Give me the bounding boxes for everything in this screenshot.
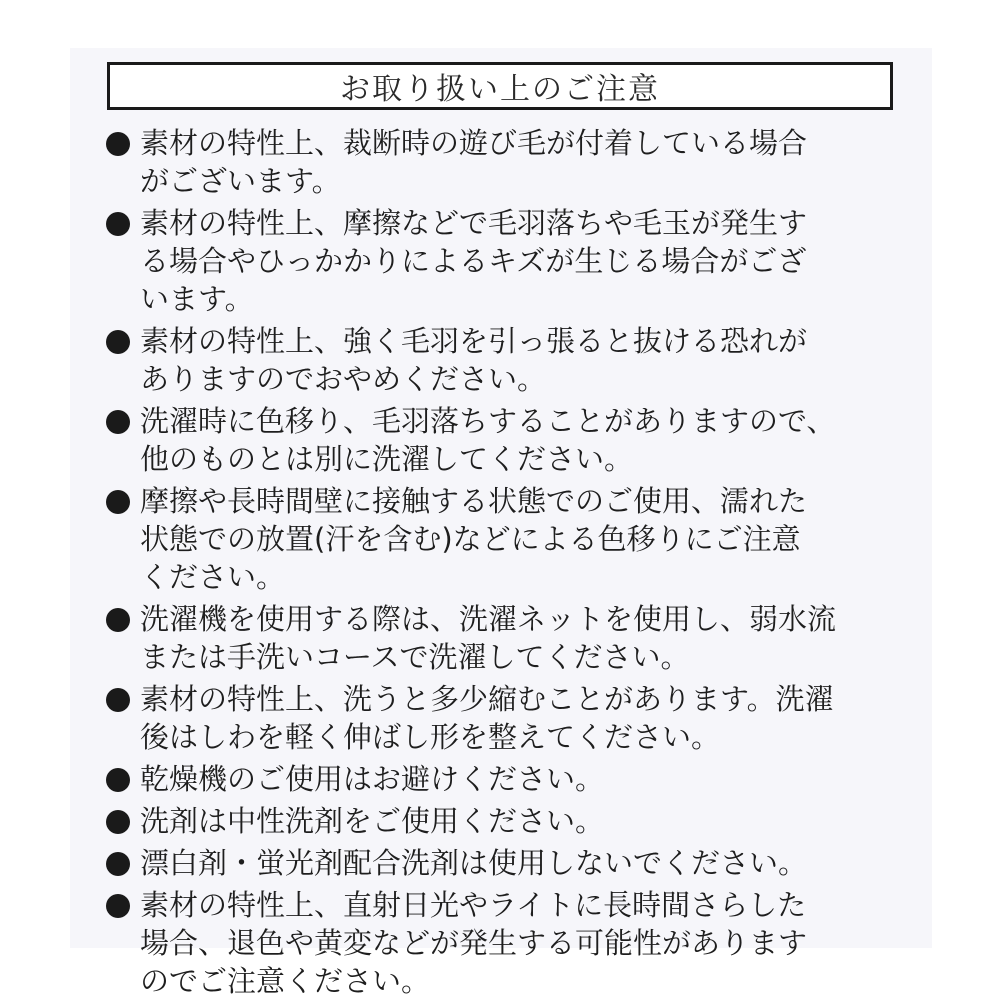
list-item: [106, 402, 926, 478]
care-notes-list: [106, 124, 926, 1004]
bullet-icon: [106, 688, 130, 712]
list-item: [106, 760, 926, 798]
bullet-icon: [106, 410, 130, 434]
list-item: [106, 600, 926, 676]
bullet-icon: [106, 132, 130, 156]
bullet-icon: [106, 852, 130, 876]
bullet-icon: [106, 608, 130, 632]
bullet-icon: [106, 768, 130, 792]
title-box: [107, 62, 893, 110]
page-title: お取り扱い上のご注意: [340, 72, 660, 107]
note-text: 素材の特性上、強く毛羽を引っ張ると抜ける恐れが ありますのでおやめください。: [140, 324, 808, 396]
list-item: [106, 124, 926, 200]
note-text: 素材の特性上、摩擦などで毛羽落ちや毛玉が発生す る場合やひっかかりによるキズが生じる場合がござ います。: [140, 206, 808, 316]
list-item: [106, 204, 926, 318]
bullet-icon: [106, 894, 130, 918]
note-text: 乾燥機のご使用はお避けください。: [140, 762, 605, 796]
care-instructions-card: [70, 48, 932, 998]
list-item: [106, 680, 926, 756]
bullet-icon: [106, 810, 130, 834]
list-item: [106, 482, 926, 596]
note-text: 洗濯時に色移り、毛羽落ちすることがありますので、 他のものとは別に洗濯してください。: [140, 404, 836, 476]
note-text: 素材の特性上、裁断時の遊び毛が付着している場合 がございます。: [140, 126, 808, 198]
list-item: [106, 802, 926, 840]
note-text: 素材の特性上、直射日光やライトに長時間さらした 場合、退色や黄変などが発生する可能性があります のでご注意ください。: [140, 888, 808, 998]
note-text: 素材の特性上、洗うと多少縮むことがあります。洗濯 後はしわを軽く伸ばし形を整えてください。: [140, 682, 834, 754]
note-text: 洗濯機を使用する際は、洗濯ネットを使用し、弱水流 または手洗いコースで洗濯してください。: [140, 602, 837, 674]
note-text: 摩擦や長時間壁に接触する状態でのご使用、濡れた 状態での放置(汗を含む)などによる色移りにご注意 ください。: [140, 484, 808, 594]
bullet-icon: [106, 212, 130, 236]
note-text: 漂白剤・蛍光剤配合洗剤は使用しないでください。: [140, 846, 808, 880]
bullet-icon: [106, 490, 130, 514]
note-text: 洗剤は中性洗剤をご使用ください。: [140, 804, 605, 838]
list-item: [106, 322, 926, 398]
list-item: [106, 886, 926, 1000]
bullet-icon: [106, 330, 130, 354]
list-item: [106, 844, 926, 882]
